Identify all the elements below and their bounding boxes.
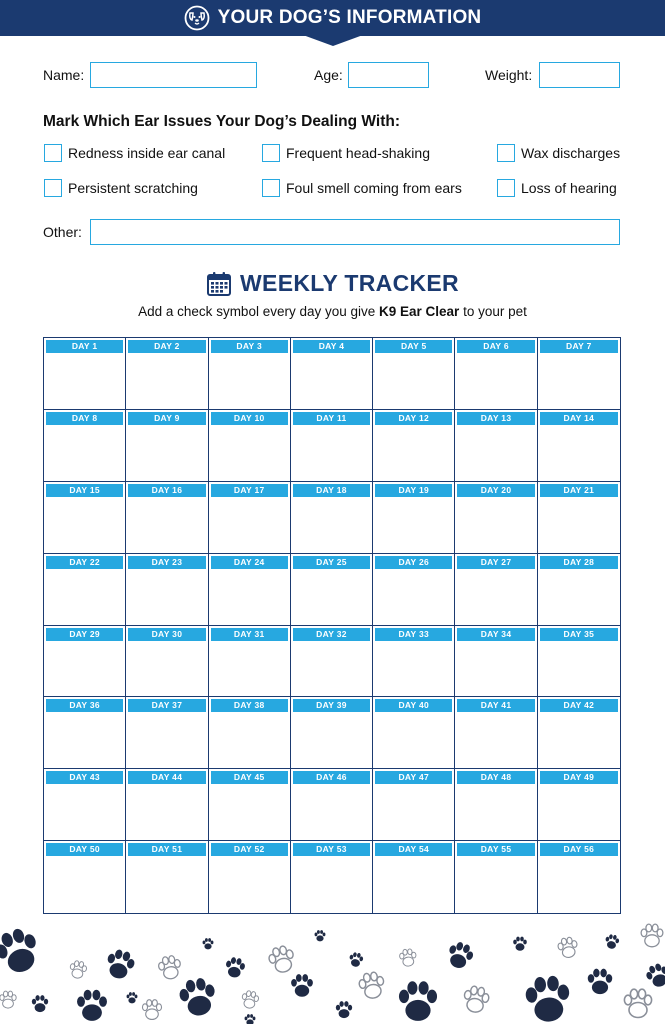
calendar-icon — [206, 271, 232, 297]
checkbox[interactable] — [497, 144, 515, 162]
dog-face-icon — [184, 5, 210, 31]
day-cell[interactable] — [126, 697, 208, 769]
age-label: Age: — [314, 67, 343, 83]
day-cell[interactable] — [126, 769, 208, 841]
issue-wax[interactable] — [497, 144, 620, 162]
paw-icon — [641, 924, 663, 947]
paw-icon — [315, 930, 326, 941]
day-label: DAY 2 — [128, 340, 205, 353]
issue-label: Wax discharges — [521, 145, 621, 161]
issue-label: Persistent scratching — [68, 180, 198, 196]
paw-icon — [291, 974, 313, 997]
day-label: DAY 48 — [457, 771, 534, 784]
day-label: DAY 38 — [211, 699, 288, 712]
paw-icon — [644, 961, 665, 990]
day-label: DAY 33 — [375, 628, 452, 641]
other-label: Other: — [43, 224, 82, 240]
day-label: DAY 10 — [211, 412, 288, 425]
day-label: DAY 44 — [128, 771, 205, 784]
paw-icon — [103, 947, 137, 981]
header-notch — [303, 35, 363, 46]
tracker-title: WEEKLY TRACKER — [240, 270, 459, 296]
day-cell[interactable] — [455, 626, 537, 698]
day-label: DAY 31 — [211, 628, 288, 641]
day-label: DAY 20 — [457, 484, 534, 497]
day-cell[interactable] — [538, 697, 620, 769]
day-cell[interactable] — [44, 626, 126, 698]
checkbox[interactable] — [497, 179, 515, 197]
day-cell[interactable] — [538, 338, 620, 410]
day-cell[interactable] — [209, 841, 291, 913]
day-cell[interactable] — [44, 482, 126, 554]
page-header — [0, 0, 665, 36]
paw-icon — [203, 938, 214, 949]
day-label: DAY 28 — [540, 556, 618, 569]
product-name: K9 Ear Clear — [379, 304, 460, 319]
day-cell[interactable] — [44, 697, 126, 769]
day-cell[interactable] — [44, 841, 126, 913]
day-label: DAY 18 — [293, 484, 370, 497]
day-label: DAY 42 — [540, 699, 618, 712]
day-label: DAY 9 — [128, 412, 205, 425]
day-cell[interactable] — [373, 338, 455, 410]
day-cell[interactable] — [455, 410, 537, 482]
day-cell[interactable] — [209, 697, 291, 769]
day-label: DAY 27 — [457, 556, 534, 569]
day-cell[interactable] — [455, 697, 537, 769]
issue-label: Loss of hearing — [521, 180, 617, 196]
checkbox[interactable] — [44, 144, 62, 162]
day-cell[interactable] — [126, 338, 208, 410]
day-label: DAY 12 — [375, 412, 452, 425]
day-cell[interactable] — [44, 410, 126, 482]
issue-hearing-loss[interactable] — [497, 179, 617, 197]
day-label: DAY 39 — [293, 699, 370, 712]
paw-icon — [358, 971, 387, 1000]
day-label: DAY 5 — [375, 340, 452, 353]
paw-icon — [624, 989, 651, 1017]
day-cell[interactable] — [209, 338, 291, 410]
day-label: DAY 30 — [128, 628, 205, 641]
issue-scratching[interactable] — [44, 179, 198, 197]
day-cell[interactable] — [538, 410, 620, 482]
day-cell[interactable] — [538, 769, 620, 841]
subtitle-text: to your pet — [459, 304, 527, 319]
day-cell[interactable] — [126, 482, 208, 554]
ear-issues-heading: Mark Which Ear Issues Your Dog’s Dealing With: — [43, 113, 400, 130]
paw-icon — [399, 948, 417, 966]
day-label: DAY 36 — [46, 699, 123, 712]
tracker-subtitle — [0, 304, 665, 319]
paw-icon — [348, 952, 364, 968]
day-cell[interactable] — [373, 626, 455, 698]
paw-icon — [462, 985, 491, 1014]
day-cell[interactable] — [291, 482, 373, 554]
day-label: DAY 16 — [128, 484, 205, 497]
day-cell[interactable] — [44, 554, 126, 626]
age-field[interactable] — [348, 62, 429, 88]
paw-icon — [245, 1014, 256, 1024]
day-label: DAY 49 — [540, 771, 618, 784]
issue-foul-smell[interactable] — [262, 179, 462, 197]
day-cell[interactable] — [126, 626, 208, 698]
issue-head-shaking[interactable] — [262, 144, 430, 162]
tracker-heading — [0, 270, 665, 297]
day-label: DAY 29 — [46, 628, 123, 641]
day-label: DAY 54 — [375, 843, 452, 856]
day-label: DAY 32 — [293, 628, 370, 641]
issue-redness[interactable] — [44, 144, 225, 162]
checkbox[interactable] — [44, 179, 62, 197]
day-label: DAY 7 — [540, 340, 618, 353]
day-cell[interactable] — [44, 769, 126, 841]
day-cell[interactable] — [209, 626, 291, 698]
day-label: DAY 3 — [211, 340, 288, 353]
paw-icon — [177, 976, 218, 1018]
day-label: DAY 47 — [375, 771, 452, 784]
day-cell[interactable] — [291, 554, 373, 626]
paw-icon — [241, 990, 260, 1010]
day-cell[interactable] — [538, 482, 620, 554]
day-cell[interactable] — [126, 410, 208, 482]
day-label: DAY 13 — [457, 412, 534, 425]
issue-label: Foul smell coming from ears — [286, 180, 462, 196]
day-label: DAY 6 — [457, 340, 534, 353]
day-label: DAY 34 — [457, 628, 534, 641]
day-label: DAY 17 — [211, 484, 288, 497]
day-label: DAY 14 — [540, 412, 618, 425]
paw-icon — [399, 981, 437, 1021]
day-cell[interactable] — [373, 769, 455, 841]
paw-icon — [444, 939, 476, 971]
day-cell[interactable] — [373, 841, 455, 913]
day-cell[interactable] — [126, 554, 208, 626]
day-label: DAY 55 — [457, 843, 534, 856]
paw-icon — [127, 992, 138, 1003]
day-cell[interactable] — [291, 697, 373, 769]
day-cell[interactable] — [373, 410, 455, 482]
name-label: Name: — [43, 67, 85, 83]
subtitle-text: Add a check symbol every day you give — [138, 304, 380, 319]
day-label: DAY 46 — [293, 771, 370, 784]
day-cell[interactable] — [455, 482, 537, 554]
paw-icon — [224, 956, 246, 979]
day-cell[interactable] — [209, 482, 291, 554]
day-label: DAY 8 — [46, 412, 123, 425]
paw-icon — [557, 936, 579, 959]
day-cell[interactable] — [373, 482, 455, 554]
paw-icon — [513, 937, 527, 951]
day-label: DAY 4 — [293, 340, 370, 353]
day-label: DAY 53 — [293, 843, 370, 856]
paw-icon — [524, 975, 571, 1024]
day-label: DAY 56 — [540, 843, 618, 856]
day-cell[interactable] — [209, 769, 291, 841]
issue-label: Redness inside ear canal — [68, 145, 226, 161]
day-cell[interactable] — [538, 554, 620, 626]
paw-icon — [142, 1000, 161, 1020]
day-cell[interactable] — [209, 554, 291, 626]
page-title: YOUR DOG’S INFORMATION — [217, 7, 482, 28]
paw-icon — [267, 944, 297, 975]
day-label: DAY 1 — [46, 340, 123, 353]
day-label: DAY 35 — [540, 628, 618, 641]
day-label: DAY 52 — [211, 843, 288, 856]
paw-icon — [0, 991, 16, 1008]
day-label: DAY 43 — [46, 771, 123, 784]
day-cell[interactable] — [291, 410, 373, 482]
day-label: DAY 22 — [46, 556, 123, 569]
day-label: DAY 51 — [128, 843, 205, 856]
day-label: DAY 11 — [293, 412, 370, 425]
day-cell[interactable] — [291, 626, 373, 698]
weight-field[interactable] — [539, 62, 620, 88]
day-cell[interactable] — [455, 554, 537, 626]
day-cell[interactable] — [373, 697, 455, 769]
day-label: DAY 41 — [457, 699, 534, 712]
day-label: DAY 37 — [128, 699, 205, 712]
day-cell[interactable] — [373, 554, 455, 626]
paw-icon — [336, 1001, 352, 1018]
checkbox[interactable] — [262, 144, 280, 162]
day-label: DAY 15 — [46, 484, 123, 497]
day-cell[interactable] — [209, 410, 291, 482]
paw-icon — [0, 924, 44, 978]
day-cell[interactable] — [538, 626, 620, 698]
day-label: DAY 40 — [375, 699, 452, 712]
day-cell[interactable] — [291, 841, 373, 913]
paw-icon — [604, 934, 620, 950]
day-cell[interactable] — [455, 841, 537, 913]
paw-icon — [157, 954, 182, 980]
day-label: DAY 50 — [46, 843, 123, 856]
paw-icon — [588, 969, 612, 994]
day-cell[interactable] — [126, 841, 208, 913]
paw-prints-pattern — [0, 920, 665, 1024]
day-cell[interactable] — [455, 338, 537, 410]
other-field[interactable] — [90, 219, 620, 245]
day-cell[interactable] — [291, 338, 373, 410]
day-label: DAY 26 — [375, 556, 452, 569]
weight-label: Weight: — [485, 67, 533, 83]
name-field[interactable] — [90, 62, 257, 88]
day-label: DAY 21 — [540, 484, 618, 497]
day-cell[interactable] — [538, 841, 620, 913]
day-label: DAY 45 — [211, 771, 288, 784]
day-label: DAY 25 — [293, 556, 370, 569]
paw-icon — [69, 960, 88, 980]
paw-icon — [77, 990, 107, 1021]
issue-label: Frequent head-shaking — [286, 145, 430, 161]
tracker-grid — [43, 337, 621, 914]
day-cell[interactable] — [455, 769, 537, 841]
day-label: DAY 19 — [375, 484, 452, 497]
paw-icon — [32, 995, 48, 1012]
checkbox[interactable] — [262, 179, 280, 197]
day-label: DAY 24 — [211, 556, 288, 569]
day-label: DAY 23 — [128, 556, 205, 569]
day-cell[interactable] — [291, 769, 373, 841]
day-cell[interactable] — [44, 338, 126, 410]
